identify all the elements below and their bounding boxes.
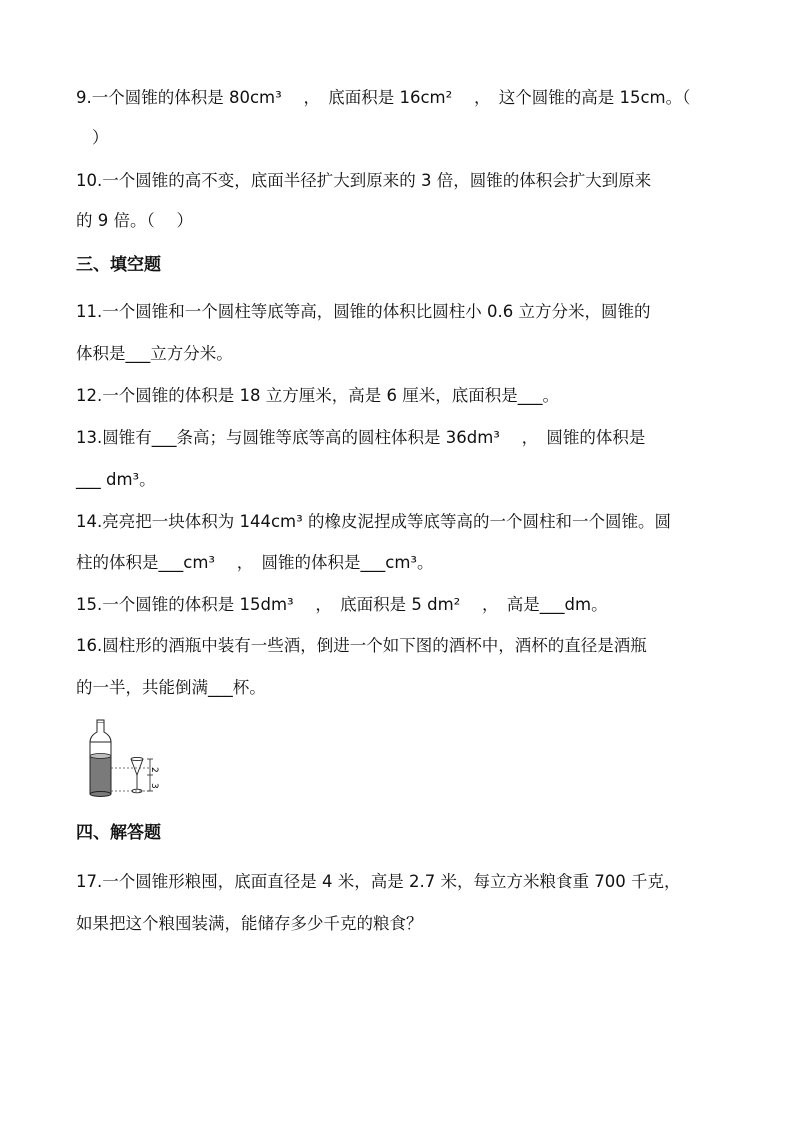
question-15: 15.一个圆锥的体积是 15dm³ ， 底面积是 5 dm² ， 高是___dm。: [76, 595, 608, 614]
question-11-line-1: 11.一个圆锥和一个圆柱等底等高，圆锥的体积比圆柱小 0.6 立方分米，圆锥的: [76, 302, 651, 321]
question-10-line-2: 的 9 倍。（ ）: [76, 211, 193, 230]
question-9-line-2: ）: [92, 128, 109, 147]
question-13-line-2: ___ dm³。: [76, 470, 156, 489]
question-17-line-2: 如果把这个粮囤装满，能储存多少千克的粮食？: [76, 914, 423, 933]
wine-glass: [111, 757, 159, 792]
question-16-line-1: 16.圆柱形的酒瓶中装有一些酒，倒进一个如下图的酒杯中，酒杯的直径是酒瓶: [76, 636, 647, 655]
bottle-and-glass-figure: [84, 718, 164, 802]
question-14-line-2: 柱的体积是___cm³ ， 圆锥的体积是___cm³。: [76, 553, 434, 572]
question-13-line-1: 13.圆锥有___条高；与圆锥等底等高的圆柱体积是 36dm³ ， 圆锥的体积是: [76, 428, 646, 447]
wine-bottle: [90, 720, 111, 797]
glass-height-bottom-label: 3: [149, 783, 159, 789]
question-9-line-1: 9.一个圆锥的体积是 80cm³ ， 底面积是 16cm² ， 这个圆锥的高是 15cm。（: [76, 88, 691, 107]
section-heading-fill-in: 三、填空题: [76, 255, 161, 275]
question-14-line-1: 14.亮亮把一块体积为 144cm³ 的橡皮泥捏成等底等高的一个圆柱和一个圆锥。圆: [76, 512, 671, 531]
glass-height-top-label: 2: [149, 767, 159, 773]
question-10-line-1: 10.一个圆锥的高不变，底面半径扩大到原来的 3 倍，圆锥的体积会扩大到原来: [76, 171, 652, 190]
section-heading-answer: 四、解答题: [76, 823, 161, 843]
question-11-line-2: 体积是___立方分米。: [76, 344, 233, 363]
question-12: 12.一个圆锥的体积是 18 立方厘米，高是 6 厘米，底面积是___。: [76, 386, 559, 405]
question-17-line-1: 17.一个圆锥形粮囤，底面直径是 4 米，高是 2.7 米，每立方米粮食重 700 千克，: [76, 872, 681, 891]
question-16-line-2: 的一半，共能倒满___杯。: [76, 678, 266, 697]
